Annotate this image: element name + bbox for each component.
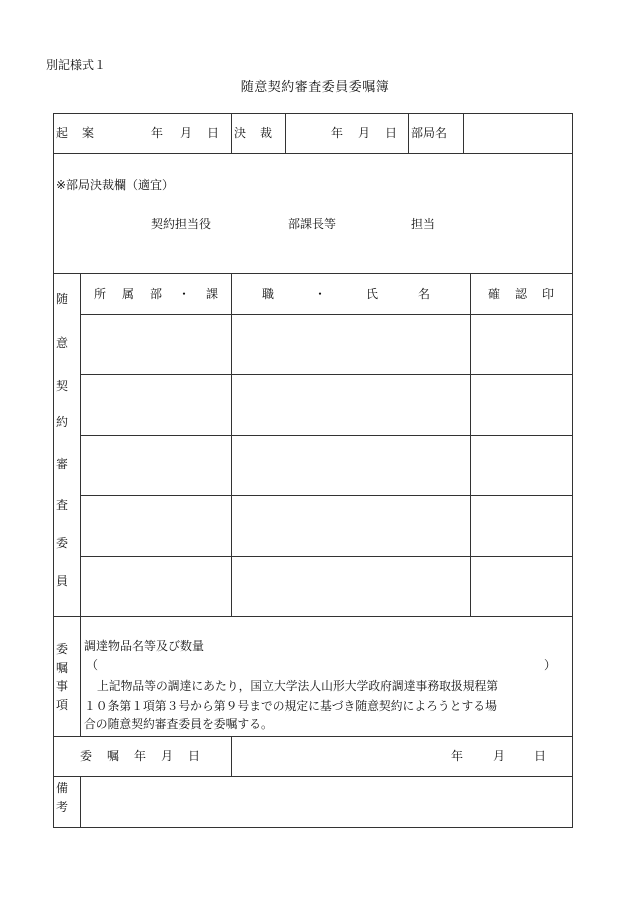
committee-side-label-char: 約 [56, 415, 69, 429]
committee-side-label-char: 随 [56, 292, 69, 306]
divider-row-1 [80, 374, 573, 375]
paren-close: ） [544, 658, 557, 672]
committee-side-label-char: 員 [56, 574, 69, 588]
approval-role-staff: 担当 [411, 217, 436, 231]
approval-role-contract-officer: 契約担当役 [151, 217, 212, 231]
kian-month-label: 月 [180, 126, 193, 140]
commission-body-line-1: 上記物品等の調達にあたり，国立大学法人山形大学政府調達事務取扱規程第 [97, 679, 499, 693]
kessai-year-label: 年 [331, 126, 344, 140]
divider-date-row [231, 736, 232, 776]
divider-row-2 [80, 435, 573, 436]
department-label: 部局名 [411, 126, 448, 140]
divider-approval-bottom [53, 273, 573, 274]
divider-side-label [80, 273, 81, 736]
kessai-month-label: 月 [358, 126, 371, 140]
divider-header-v1 [231, 113, 232, 153]
commission-side-label: 委 嘱 事 項 [56, 642, 69, 712]
divider-committee-col-1 [231, 273, 232, 616]
divider-date-row-bottom [53, 776, 573, 777]
commission-body-line-2: １０条第１項第３号から第９号までの規定に基づき随意契約によろうとする場 [84, 699, 497, 713]
divider-header-v2 [285, 113, 286, 153]
remarks-label: 備 考 [56, 781, 69, 814]
divider-row-4 [80, 556, 573, 557]
approval-role-section-head: 部課長等 [288, 217, 337, 231]
divider-header-v4 [463, 113, 464, 153]
paren-open: （ [86, 658, 99, 672]
column-header-seal: 確 認 印 [488, 287, 554, 301]
divider-commission-bottom [53, 736, 573, 737]
committee-side-label-char: 審 [56, 457, 69, 471]
column-header-position-name: 職 ・ 氏 名 [262, 287, 430, 301]
committee-side-label-char: 査 [56, 498, 69, 512]
kian-day-label: 日 [207, 126, 220, 140]
kessai-label: 決 裁 [234, 126, 274, 140]
committee-side-label-char: 意 [56, 336, 69, 350]
divider-committee-col-2 [470, 273, 471, 616]
commission-date-label: 委 嘱 年 月 日 [80, 749, 200, 763]
document-title: 随意契約審査委員委嘱簿 [240, 80, 390, 95]
kian-label: 起 案 [56, 126, 96, 140]
divider-header-v3 [408, 113, 409, 153]
commission-body-line-3: 合の随意契約審査委員を委嘱する。 [84, 717, 273, 731]
divider-header-bottom [53, 153, 573, 154]
approval-heading: ※部局決裁欄（適宜） [56, 178, 175, 192]
procurement-item-label: 調達物品名等及び数量 [84, 639, 205, 653]
commission-date-year: 年 [451, 749, 464, 763]
divider-committee-bottom [53, 616, 573, 617]
committee-side-label-char: 委 [56, 536, 69, 550]
committee-side-label-char: 契 [56, 379, 69, 393]
form-number-label: 別記様式１ [46, 58, 107, 72]
divider-column-header-bottom [80, 314, 573, 315]
kian-year-label: 年 [151, 126, 164, 140]
commission-date-month: 月 [493, 749, 506, 763]
column-header-affiliation: 所 属 部 ・ 課 [94, 287, 218, 301]
kessai-day-label: 日 [385, 126, 398, 140]
divider-row-3 [80, 495, 573, 496]
divider-remarks-label [80, 776, 81, 828]
commission-date-day: 日 [534, 749, 547, 763]
